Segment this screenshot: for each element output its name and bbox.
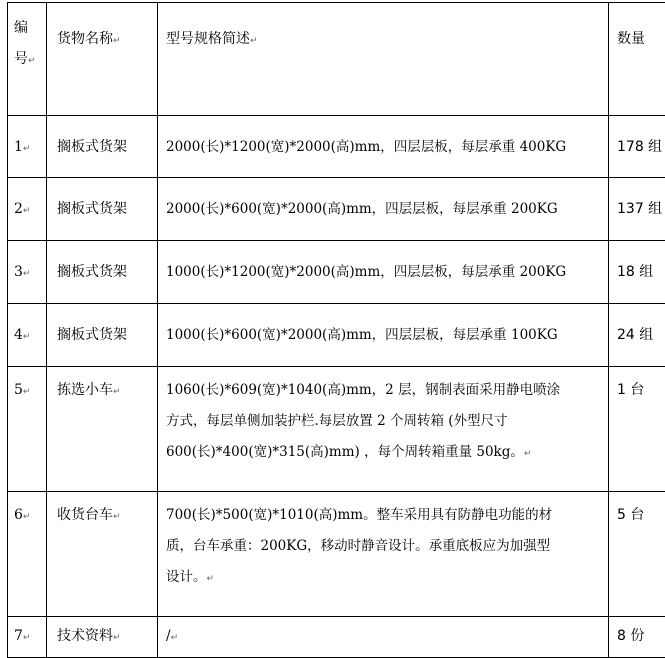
row-desc: 1000(长)*600(宽)*2000(高)mm，四层层板，每层承重 100KG [166,327,558,343]
row-name: 收货台车 [57,507,113,523]
table-header-row [8,3,665,116]
row-name: 搁板式货架 [57,201,127,217]
row-no: 3 [14,264,23,280]
table-row: 5↵ 拣选小车↵ 1060(长)*609(宽)*1040(高)mm，2 层，钢制表面采用静电喷涂 方式，每层单侧加装护栏.每层放置 2 个周转箱 (外型尺寸 600(长)*400(宽)*315(高)mm) ，每个周转箱重量 50kg。↵ 1 台 [8,367,665,492]
table-row: 3↵ 搁板式货架 1000(长)*1200(宽)*2000(高)mm，四层层板，每层承重 200KG 18 组 [8,241,665,304]
row-name: 搁板式货架 [57,264,127,280]
row-no: 5 [14,382,23,398]
table-row: 4↵ 搁板式货架 1000(长)*600(宽)*2000(高)mm，四层层板，每层承重 100KG 24 组 [8,304,665,367]
row-desc: 1000(长)*1200(宽)*2000(高)mm，四层层板，每层承重 200KG [166,264,566,280]
row-no: 4 [14,327,23,343]
row-qty: 8 份 [617,628,644,644]
row-qty: 137 组 [617,201,662,217]
row-desc: / [166,628,171,644]
header-no: 编 号↵ [8,3,47,116]
row-desc: 2000(长)*1200(宽)*2000(高)mm，四层层板，每层承重 400KG [166,139,566,155]
row-no: 2 [14,201,23,217]
row-qty: 18 组 [617,264,653,280]
table-row: 6↵ 收货台车↵ 700(长)*500(宽)*1010(高)mm。整车采用具有防静电功能的材 质，台车承重：200KG，移动时静音设计。承重底板应为加强型 设计。↵ 5 台 [8,492,665,617]
row-qty: 178 组 [617,139,662,155]
header-desc: 型号规格简述↵ [158,3,609,116]
row-no: 6 [14,507,23,523]
table-row: 1↵ 搁板式货架 2000(长)*1200(宽)*2000(高)mm，四层层板，每层承重 400KG 178 组 [8,116,665,178]
header-name: 货物名称↵ [47,3,158,116]
table-row: 2↵ 搁板式货架 2000(长)*600(宽)*2000(高)mm，四层层板，每层承重 200KG 137 组 [8,178,665,241]
row-no: 1 [14,139,23,155]
header-qty: 数量 [609,3,665,116]
goods-table [7,2,665,658]
row-name: 搁板式货架 [57,139,127,155]
row-desc-line: 600(长)*400(宽)*315(高)mm) ，每个周转箱重量 50kg。 [166,444,524,460]
row-desc-line: 1060(长)*609(宽)*1040(高)mm，2 层，钢制表面采用静电喷涂 [166,382,560,398]
row-desc: 2000(长)*600(宽)*2000(高)mm，四层层板，每层承重 200KG [166,201,558,217]
row-qty: 5 台 [617,507,644,523]
row-no: 7 [14,628,23,644]
row-desc-line: 设计。 [166,569,207,585]
row-name: 技术资料 [57,628,113,644]
row-desc-line: 质，台车承重：200KG，移动时静音设计。承重底板应为加强型 [166,538,550,554]
row-qty: 24 组 [617,327,653,343]
row-desc-line: 方式，每层单侧加装护栏.每层放置 2 个周转箱 (外型尺寸 [166,413,508,429]
row-qty: 1 台 [617,382,644,398]
table-row: 7↵ 技术资料↵ /↵ 8 份 [8,617,665,658]
row-name: 搁板式货架 [57,327,127,343]
row-desc-line: 700(长)*500(宽)*1010(高)mm。整车采用具有防静电功能的材 [166,507,552,523]
row-name: 拣选小车 [57,382,113,398]
